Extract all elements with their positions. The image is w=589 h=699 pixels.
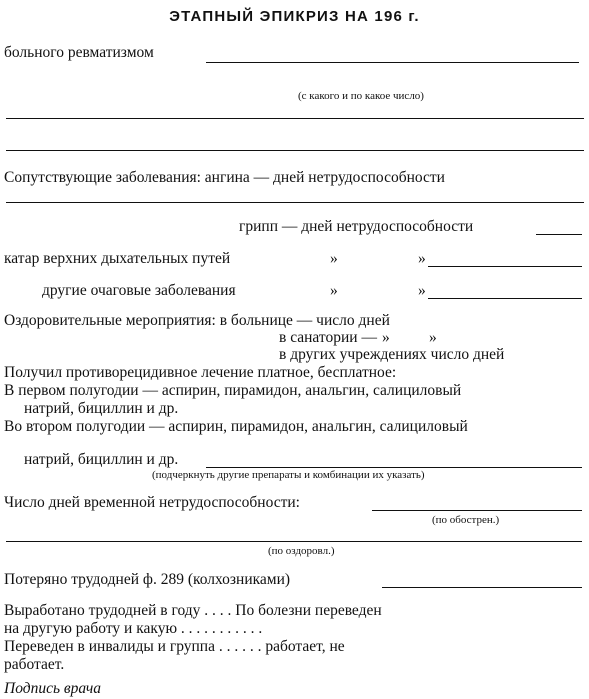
drugs-fill-line[interactable] [206,467,582,468]
ditto-mark: » [330,282,338,299]
ditto-mark: » [382,329,390,346]
period-hint: (с какого и по какое число) [298,90,424,102]
flu-fill-line[interactable] [536,234,582,235]
ditto-mark: » [429,329,437,346]
first-half-line-2: натрий, бициллин и др. [24,400,179,417]
second-half-line-1: Во втором полугодии — аспирин, пирамидон, анальгин, салициловый [4,418,468,435]
recovery-fill-line[interactable] [6,541,582,542]
catarrh-fill-line[interactable] [428,266,582,267]
comorbid-label: Сопутствующие заболевания: ангина — дней нетрудоспособности [4,169,445,186]
second-half-line-2: натрий, бициллин и др. [24,451,179,468]
other-foci-label: другие очаговые заболевания [42,282,236,299]
disability-group-line-2: работает. [4,656,65,673]
catarrh-label: катар верхних дыхательных путей [4,250,231,267]
doctor-signature-label: Подпись врача [4,680,102,697]
angina-fill-line[interactable] [6,202,584,203]
ditto-mark: » [418,250,426,267]
lost-workdays-label: Потеряно трудодней ф. 289 (колхозниками) [4,571,291,588]
patient-fill-line[interactable] [206,62,579,63]
form-title: ЭТАПНЫЙ ЭПИКРИЗ НА 196 г. [169,8,420,25]
other-foci-fill-line[interactable] [428,298,582,299]
flu-label: грипп — дней нетрудоспособности [239,218,474,235]
patient-label: больного ревматизмом [4,44,154,61]
earned-workdays-line-1: Выработано трудодней в году . . . . По болезни переведен [4,602,382,619]
treatment-intro: Получил противорецидивное лечение платное, бесплатное: [4,364,397,381]
disability-days-label: Число дней временной нетрудоспособности: [4,494,300,511]
period-fill-line-2[interactable] [6,150,584,151]
ditto-mark: » [330,250,338,267]
disability-group-line-1: Переведен в инвалиды и группа . . . . . . работает, не [4,638,345,655]
exacerbation-hint: (по обострен.) [432,514,500,526]
earned-workdays-line-2: на другую работу и какую . . . . . . . . . . . [4,620,263,637]
drugs-hint: (подчеркнуть другие препараты и комбинации их указать) [152,469,425,481]
lost-workdays-fill-line[interactable] [382,587,582,588]
ditto-mark: » [418,282,426,299]
sanatorium-label: в санатории — [279,329,377,346]
first-half-line-1: В первом полугодии — аспирин, пирамидон, анальгин, салициловый [4,382,462,399]
exacerbation-fill-line[interactable] [372,510,582,511]
period-fill-line-1[interactable] [6,118,584,119]
other-institutions-label: в других учреждениях число дней [279,346,505,363]
recovery-hint: (по оздоровл.) [268,545,335,557]
wellness-label: Оздоровительные мероприятия: в больнице — число дней [4,312,390,329]
